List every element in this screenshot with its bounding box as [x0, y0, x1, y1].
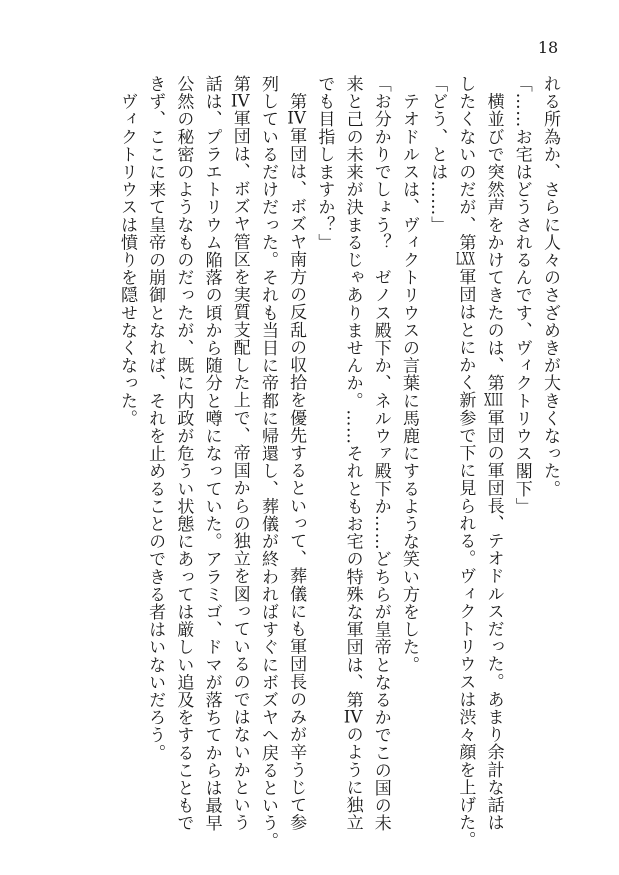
text-line: テオドルスは、ヴィクトリウスの言葉に馬鹿にするような笑い方をした。: [398, 75, 419, 674]
text-line: 「どう、とは……」: [427, 75, 448, 234]
text-line: 来と己の未来が決まるじゃありませんか。……それともお宅の特殊な軍団は、第IVのように独立: [342, 75, 363, 832]
text-line: 「お分かりでしょう？ ゼノス殿下か、ネルウァ殿下か……どちらが皇帝となるかでこの国の未: [370, 75, 391, 832]
page-number: 18: [537, 38, 559, 57]
text-line: れる所為か、さらに人々のさざめきが大きくなった。: [540, 75, 560, 498]
text-line: きず、ここに来て皇帝の崩御となれば、それを止めることのできる者はいないだろう。: [145, 75, 166, 762]
text-line: 「……お宅はどうされるんです、ヴィクトリウス閣下」: [511, 75, 532, 515]
text-line: したくないのだが、第LXX軍団はとにかく新参で下に見られる。ヴィクトリウスは渋々顔を上げた。: [455, 75, 476, 849]
text-line: 第IV軍団は、ボズヤ管区を実質支配した上で、帝国からの独立を図っているのではないかという: [229, 75, 250, 832]
text-line: 第IV軍団は、ボズヤ南方の反乱の収拾を優先するといって、葬儀にも軍団長のみが辛うじて参: [286, 75, 307, 832]
text-line: 話は、プラエトリウム陥落の頃から随分と噂になっていた。アラミゴ、ドマが落ちてからは最早: [201, 75, 222, 832]
text-line: ヴィクトリウスは憤りを隠せなくなった。: [116, 75, 137, 427]
text-line: 横並びで突然声をかけてきたのは、第XIII軍団の軍団長、テオドルスだった。あまり余計な話は: [483, 75, 504, 832]
text-line: でも目指しますか？」: [314, 75, 335, 251]
text-line: 列しているだけだった。それも当日に帝都に帰還し、葬儀が終わればすぐにボズヤへ戻るという。: [257, 75, 278, 850]
vertical-text-body: [116, 75, 564, 850]
text-line: 公然の秘密のようなものだったが、既に内政が危うい状態にあっては厳しい追及をすることもで: [173, 75, 194, 832]
